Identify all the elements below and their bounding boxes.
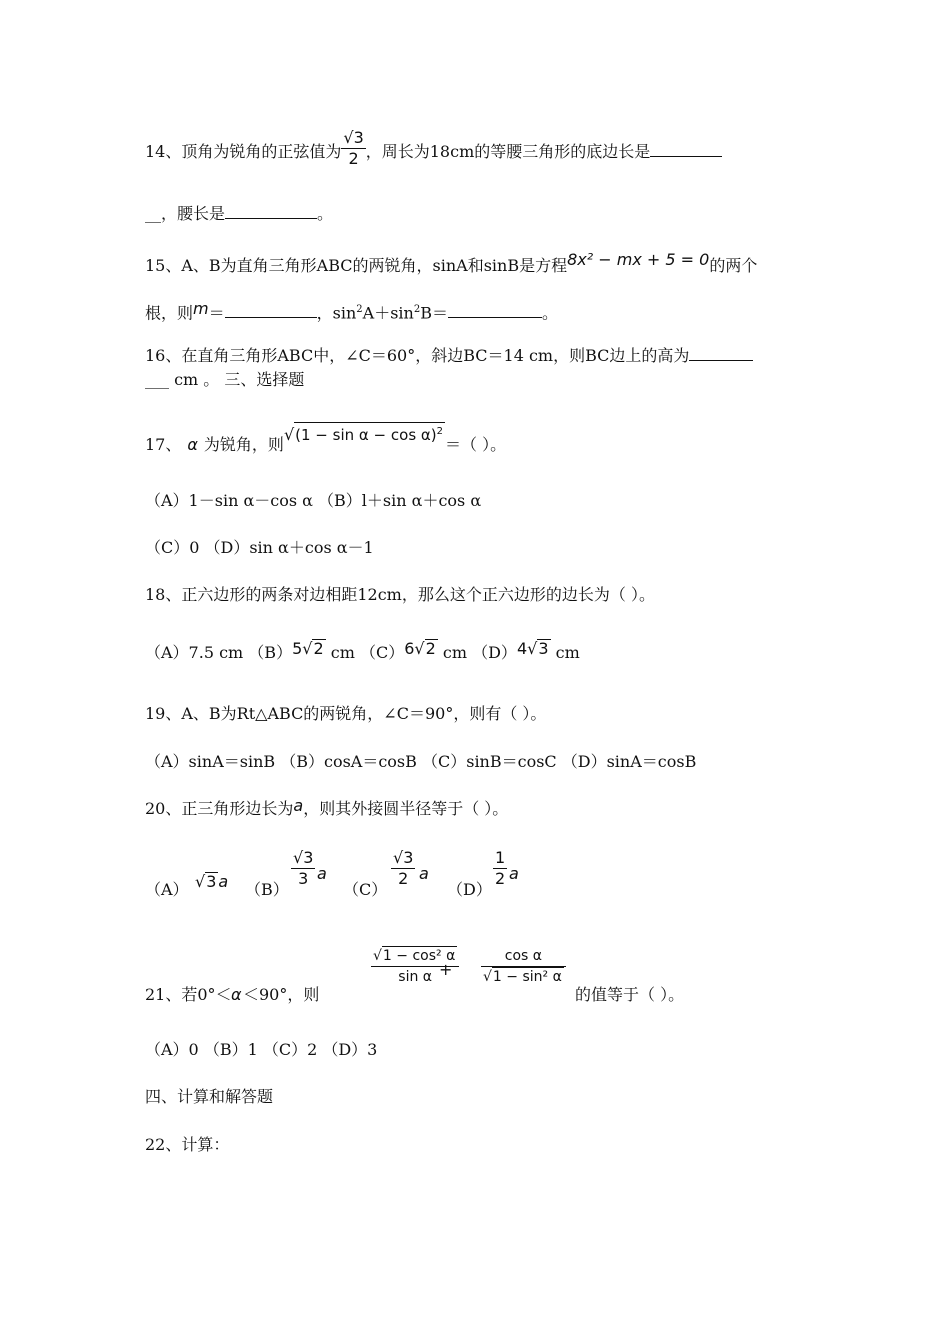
q20-opt-c-frac — [391, 848, 415, 889]
q20-label-c: （C） — [343, 880, 388, 899]
q21-text: 21、若0°＜ — [145, 985, 232, 1004]
q21-text-c: 的值等于（ ）。 — [575, 985, 685, 1004]
q21-f1-num: 1 − cos² α — [382, 948, 456, 964]
q16-text: 16、在直角三角形ABC中，∠C＝60°，斜边BC＝14 cm，则BC边上的高为 — [145, 346, 690, 365]
q17-radical: $√(1 - \sin \alpha - \cos \alpha)^2$ — [284, 426, 445, 444]
q15-line2 — [145, 300, 558, 323]
section-4-heading: 四、计算和解答题 — [145, 1087, 274, 1106]
q14-fraction — [341, 128, 365, 169]
q17-alpha: α — [187, 435, 198, 454]
q14-line1 — [145, 128, 722, 173]
q20-opt-a-math: √3 a — [195, 872, 229, 891]
q16-line1 — [145, 346, 753, 366]
q14-line2 — [145, 204, 333, 224]
q17-number: 17、 — [145, 435, 182, 454]
q14-end: 。 — [317, 204, 334, 223]
q14-frac-num: √3 — [343, 128, 364, 147]
q20-opt-b-frac — [291, 848, 315, 889]
q15-blank-m — [225, 303, 317, 318]
q21-fraction-2: $\frac{\text{cos α}}{\text{√1 − sin² α}}$ — [481, 946, 566, 987]
q18-options — [145, 639, 580, 663]
q15-sin1: ，sin — [316, 303, 357, 323]
q16-blank — [689, 346, 753, 361]
q20-question — [145, 796, 509, 819]
q15-text-b: 的两个 — [709, 256, 758, 275]
q17-radicand: (1 − sin α − cos α) — [295, 426, 437, 444]
q20-c-num: √3 — [393, 848, 414, 867]
q17-options-2: （C）0 （D）sin α＋cos α－1 — [145, 538, 374, 557]
q19-options: （A）sinA＝sinB （B）cosA＝cosB （C）sinB＝cosC （D）sinA＝cosB — [145, 752, 697, 771]
q20-c-den: 2 — [398, 869, 409, 888]
q20-b-num: √3 — [293, 848, 314, 867]
q20-d-var: a — [509, 864, 519, 883]
q15-text-e: B＝ — [420, 303, 448, 323]
q20-b-var: a — [317, 864, 327, 883]
q17-options-1: （A）1－sin α－cos α （B）l＋sin α＋cos α — [145, 491, 482, 510]
q15-sup-a: 2 — [356, 304, 363, 315]
q18-unit: cm — [550, 643, 580, 662]
q15-sin2: A＋sin — [362, 303, 414, 323]
q14-text-c: ，腰长是 — [161, 204, 226, 223]
q18-b-rad: 2 — [313, 639, 324, 658]
q15-eq: ＝ — [208, 303, 225, 323]
q18-opt-c: cm （C） — [325, 643, 405, 662]
q18-opt-c-math: 6√2 — [404, 639, 436, 658]
q14-blank-leg — [225, 204, 317, 219]
q18-b-coef: 5 — [292, 639, 303, 658]
q18-question: 18、正六边形的两条对边相距12cm，那么这个正六边形的边长为（ ）。 — [145, 585, 655, 604]
q18-c-rad: 2 — [425, 639, 436, 658]
q17-exp: 2 — [436, 426, 444, 437]
q21-f1-den: sin α — [398, 969, 433, 985]
q20-text-b: ，则其外接圆半径等于（ ）。 — [303, 799, 509, 818]
q20-d-den: 2 — [495, 869, 506, 888]
q21-alpha: α — [231, 985, 242, 1004]
q18-opt-d: cm （D） — [437, 643, 517, 662]
q14-frac-den: 2 — [348, 149, 359, 168]
q21-text-b: ＜90°，则 — [243, 985, 320, 1004]
q15-end: 。 — [541, 303, 558, 323]
q18-opt-b-math: 5√2 — [292, 639, 324, 658]
q15-var-m: m — [193, 299, 209, 319]
q16-blank-tail: ___ — [145, 370, 169, 389]
q20-label-d: （D） — [447, 880, 492, 899]
q21-f2-num: cos α — [481, 946, 566, 967]
q16-line2 — [145, 370, 304, 390]
q18-d-rad: 3 — [538, 639, 549, 658]
q15-sup-b: 2 — [413, 304, 421, 315]
q20-opt-d-frac — [493, 848, 507, 889]
q18-c-coef: 6 — [404, 639, 415, 658]
q15-equation: 8x² − mx + 5 = 0 — [567, 250, 710, 269]
q15-line1 — [145, 250, 758, 276]
q20-c-var: a — [419, 864, 429, 883]
q17-line — [145, 425, 507, 455]
q14-blank-base — [650, 142, 722, 157]
q19-question: 19、A、B为Rt△ABC的两锐角，∠C＝90°，则有（ ）。 — [145, 704, 547, 723]
q18-opt-d-math: 4√3 — [516, 639, 549, 658]
q15-text-c: 根，则 — [145, 303, 194, 323]
q15-blank-sum — [448, 303, 542, 318]
q21-options: （A）0 （B）1 （C）2 （D）3 — [145, 1040, 378, 1059]
q20-a-var: a — [218, 872, 229, 891]
q22-question: 22、计算： — [145, 1135, 230, 1154]
q14-blank-tail: __ — [145, 204, 161, 223]
q14-text-b: ，周长为18cm的等腰三角形的底边长是 — [365, 142, 651, 161]
q17-text-c: ＝（ ）。 — [445, 435, 507, 454]
q20-label-b: （B） — [245, 880, 289, 899]
q20-d-num: 1 — [495, 848, 506, 867]
q21-f2-den: 1 − sin² α — [492, 969, 562, 985]
q18-d-coef: 4 — [516, 639, 528, 658]
q16-text-b: cm 。 三、选择题 — [169, 370, 305, 389]
q20-a-rad: 3 — [206, 872, 217, 891]
q20-var-a: a — [293, 796, 304, 815]
q18-opt-a: （A）7.5 cm （B） — [145, 643, 293, 662]
q15-text: 15、A、B为直角三角形ABC的两锐角，sinA和sinB是方程 — [145, 256, 568, 275]
q20-text: 20、正三角形边长为 — [145, 799, 294, 818]
q14-text: 14、顶角为锐角的正弦值为 — [145, 142, 342, 161]
q21-plus: + — [439, 960, 453, 979]
q21-fraction-1: $\frac{\text{√1 − cos² α}}{\text{sin α}}$ — [371, 946, 459, 987]
q17-text: 为锐角，则 — [203, 435, 284, 454]
q20-label-a: （A） — [145, 880, 189, 899]
q20-b-den: 3 — [298, 869, 309, 888]
